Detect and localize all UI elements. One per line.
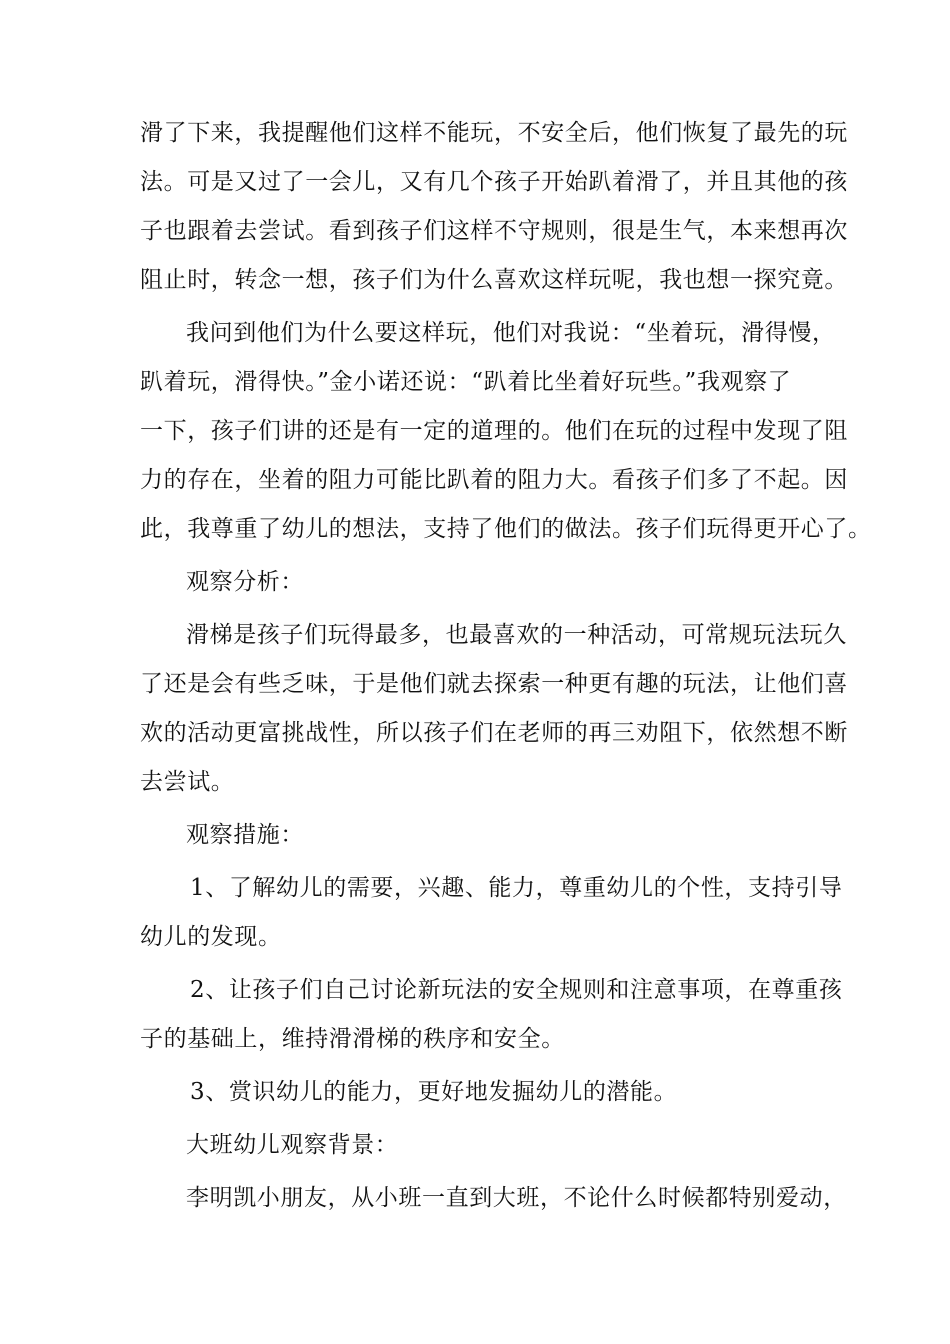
text-line: 了还是会有些乏味，于是他们就去探索一种更有趣的玩法，让他们喜: [140, 671, 848, 697]
list-item: 1、了解幼儿的需要，兴趣、能力，尊重幼儿的个性，支持引导: [190, 875, 843, 901]
text-line: 子的基础上，维持滑滑梯的秩序和安全。: [140, 1026, 565, 1052]
text-line: 欢的活动更富挑战性，所以孩子们在老师的再三劝阻下，依然想不断: [140, 720, 848, 746]
text-line: 我问到他们为什么要这样玩，他们对我说：“坐着玩，滑得慢，: [186, 320, 836, 346]
list-item: 2、让孩子们自己讨论新玩法的安全规则和注意事项，在尊重孩: [190, 977, 843, 1003]
section-heading: 观察措施：: [186, 822, 304, 848]
text-line: 幼儿的发现。: [140, 924, 282, 950]
list-item: 3、赏识幼儿的能力，更好地发掘幼儿的潜能。: [190, 1079, 678, 1105]
text-line: 法。可是又过了一会儿，又有几个孩子开始趴着滑了，并且其他的孩: [140, 169, 848, 195]
text-line: 阻止时，转念一想，孩子们为什么喜欢这样玩呢，我也想一探究竟。: [140, 267, 848, 293]
text-line: 滑梯是孩子们玩得最多，也最喜欢的一种活动，可常规玩法玩久: [186, 622, 847, 648]
text-line: 力的存在，坐着的阻力可能比趴着的阻力大。看孩子们多了不起。因: [140, 467, 848, 493]
text-line: 一下，孩子们讲的还是有一定的道理的。他们在玩的过程中发现了阻: [140, 418, 848, 444]
section-heading: 大班幼儿观察背景：: [186, 1132, 399, 1158]
text-line: 滑了下来，我提醒他们这样不能玩，不安全后，他们恢复了最先的玩: [140, 120, 848, 146]
text-line: 李明凯小朋友，从小班一直到大班，不论什么时候都特别爱动，: [186, 1185, 847, 1211]
section-heading: 观察分析：: [186, 569, 304, 595]
text-line: 去尝试。: [140, 769, 235, 795]
text-line: 趴着玩，滑得快。”金小诺还说：“趴着比坐着好玩些。”我观察了: [140, 369, 792, 395]
text-line: 此，我尊重了幼儿的想法，支持了他们的做法。孩子们玩得更开心了。: [140, 516, 872, 542]
text-line: 子也跟着去尝试。看到孩子们这样不守规则，很是生气，本来想再次: [140, 218, 848, 244]
